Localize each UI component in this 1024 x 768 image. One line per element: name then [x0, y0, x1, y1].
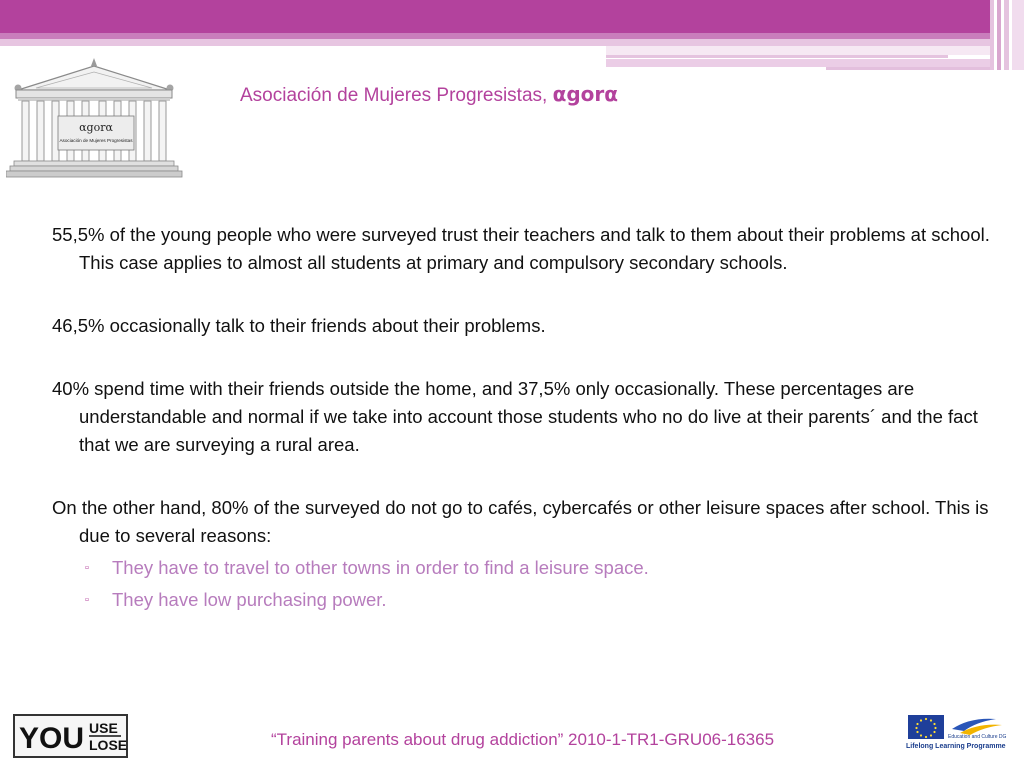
- top-banner-stripe: [0, 39, 1024, 46]
- logo-subtitle: Asociación de Mujeres Progresistas: [59, 138, 133, 143]
- paragraph: 46,5% occasionally talk to their friends about their problems.: [52, 315, 546, 336]
- top-banner-stripe: [606, 59, 1024, 67]
- page-title: [240, 82, 618, 107]
- title-prefix: Asociación de Mujeres Progresistas,: [240, 85, 548, 106]
- list-item: [52, 584, 992, 616]
- logo-word-lose: LOSE: [89, 737, 128, 753]
- logo-word-use: USE: [89, 720, 118, 736]
- title-brand: αgorα: [552, 82, 618, 106]
- logo-name: αgorα: [79, 121, 113, 134]
- list-item: [52, 552, 992, 584]
- list-item-text: They have to travel to other towns in order to find a leisure space.: [112, 557, 649, 578]
- paragraph: On the other hand, 80% of the surveyed do not go to cafés, cybercafés or other leisure spaces after school. This is due to several reasons:: [52, 497, 989, 546]
- top-banner-stripe: [606, 55, 948, 58]
- square-bullet-icon: ▫: [85, 562, 89, 574]
- paragraph: 55,5% of the young people who were surveyed trust their teachers and talk to them about their problems at school. This case applies to almost all students at primary and compulsory secondary schools.: [52, 224, 990, 273]
- corner-stripes: [990, 0, 1024, 70]
- reasons-list: [52, 552, 992, 616]
- square-bullet-icon: ▫: [85, 594, 89, 606]
- paragraph: 40% spend time with their friends outside the home, and 37,5% only occasionally. These percentages are understandable and normal if we take into account those students who no do live at their parents´ and the fact that we are surveying a rural area.: [52, 378, 978, 455]
- top-banner: [0, 0, 1024, 33]
- eu-caption: Lifelong Learning Programme: [906, 743, 1006, 750]
- footer-project-text: “Training parents about drug addiction” 2010-1-TR1-GRU06-16365: [271, 730, 775, 749]
- agora-temple-logo: [6, 58, 192, 180]
- logo-word-you: YOU: [19, 722, 85, 755]
- slide-body: [52, 221, 992, 616]
- you-use-you-lose-logo: [13, 714, 128, 758]
- eu-small-caption: Education and Culture DG: [948, 734, 1007, 740]
- top-banner-stripe: [606, 46, 1024, 55]
- list-item-text: They have low purchasing power.: [112, 589, 387, 610]
